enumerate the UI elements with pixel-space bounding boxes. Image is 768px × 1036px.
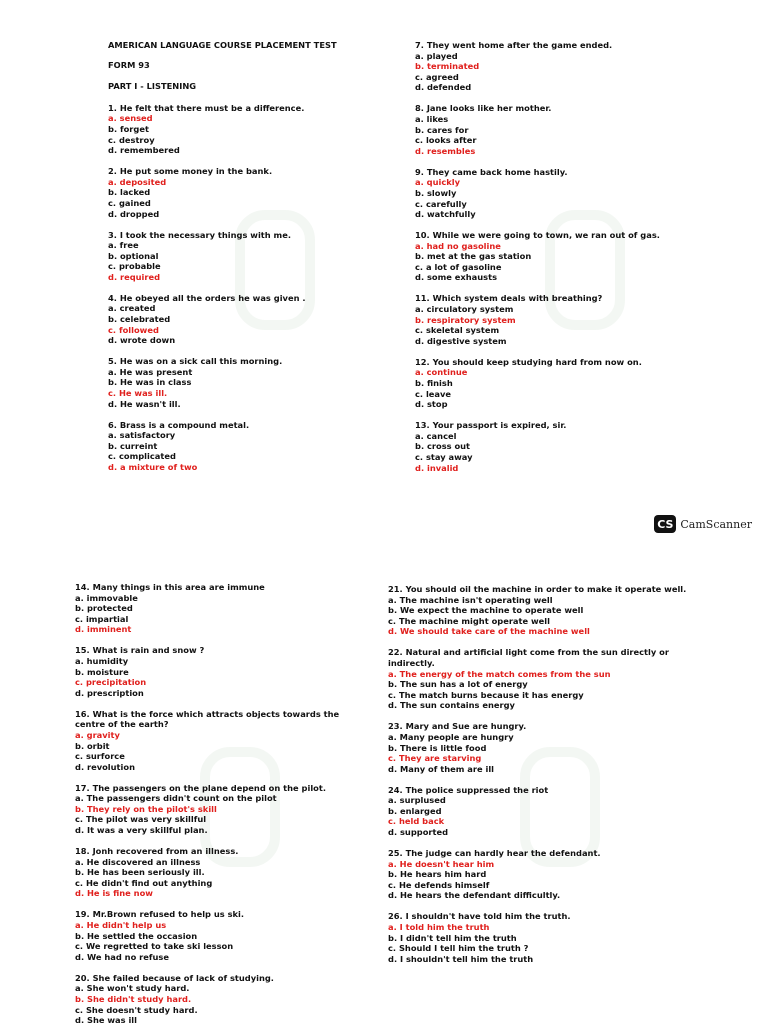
question-item (415, 230, 755, 283)
question-stem: 26. I shouldn't have told him the truth. (388, 911, 571, 922)
question-item (388, 911, 708, 964)
answer-option: c. The machine might operate well (388, 615, 550, 626)
answer-option: c. He didn't find out anything (75, 877, 213, 888)
answer-option: b. orbit (75, 740, 110, 751)
question-item (415, 357, 755, 410)
answer-option: a. cancel (415, 430, 457, 441)
answer-option: b. He has been seriously ill. (75, 867, 205, 878)
answer-option: a. He discovered an illness (75, 856, 201, 867)
answer-option: d. Many of them are ill (388, 763, 495, 774)
answer-option: d. He wasn't ill. (108, 398, 181, 409)
question-stem: 1. He felt that there must be a difference. (108, 102, 305, 113)
answer-option-correct: d. We should take care of the machine well (388, 626, 590, 637)
question-item (75, 909, 370, 962)
answer-option: a. She won't study hard. (75, 983, 190, 994)
test-title: AMERICAN LANGUAGE COURSE PLACEMENT TEST (108, 40, 337, 50)
answer-option: d. watchfully (415, 209, 476, 220)
question-stem: 4. He obeyed all the orders he was given . (108, 292, 306, 303)
answer-option: d. digestive system (415, 335, 507, 346)
answer-option: c. probable (108, 261, 161, 272)
question-stem: 7. They went home after the game ended. (415, 40, 613, 50)
answer-option: d. The sun contains energy (388, 700, 515, 711)
answer-option: a. likes (415, 113, 449, 124)
answer-option: b. He hears him hard (388, 869, 487, 880)
answer-option: d. We had no refuse (75, 951, 169, 962)
answer-option-correct: a. I told him the truth (388, 921, 490, 932)
question-stem: 6. Brass is a compound metal. (108, 419, 250, 430)
answer-option-correct: d. He is fine now (75, 888, 153, 899)
page1-right-column (415, 40, 755, 484)
question-stem: 8. Jane looks like her mother. (415, 103, 552, 114)
answer-option-correct: a. sensed (108, 113, 153, 124)
answer-option: b. lacked (108, 187, 151, 198)
answer-option-correct: c. He was ill. (108, 388, 168, 398)
scan-page-2 (0, 562, 768, 1024)
answer-option: b. The sun has a lot of energy (388, 679, 528, 690)
answer-option: d. revolution (75, 761, 135, 772)
answer-option: a. The passengers didn't count on the pilot (75, 793, 277, 804)
answer-option: b. protected (75, 603, 133, 614)
answer-option-correct: d. required (108, 271, 161, 282)
answer-option-correct: a. He doesn't hear him (388, 858, 495, 869)
question-stem: 14. Many things in this area are immune (75, 582, 265, 592)
answer-option: b. celebrated (108, 314, 171, 325)
answer-option: a. immovable (75, 592, 138, 603)
answer-option: a. Many people are hungry (388, 731, 514, 742)
answer-option: d. dropped (108, 208, 160, 219)
answer-option: a. played (415, 50, 458, 61)
answer-option: a. free (108, 240, 139, 251)
answer-option: a. humidity (75, 655, 129, 666)
answer-option-correct: d. a mixture of two (108, 461, 198, 472)
camscanner-name: CamScanner (680, 517, 752, 531)
answer-option-correct: a. deposited (108, 176, 167, 187)
answer-option: c. gained (108, 197, 151, 208)
question-item (108, 420, 398, 473)
answer-option-correct: c. followed (108, 324, 159, 335)
question-item (108, 293, 398, 346)
answer-option: c. leave (415, 388, 452, 399)
answer-option: d. He hears the defendant difficultly. (388, 890, 561, 901)
question-item (75, 783, 370, 836)
answer-option: d. She was ill (75, 1015, 137, 1026)
answer-option: d. some exhausts (415, 272, 498, 283)
question-item (388, 848, 708, 901)
question-stem: 24. The police suppressed the riot (388, 784, 549, 795)
answer-option: c. The pilot was very skillful (75, 814, 207, 825)
question-stem: 9. They came back home hastily. (415, 166, 568, 177)
question-stem: 15. What is rain and snow ? (75, 645, 205, 656)
question-item (415, 420, 755, 473)
question-stem: 12. You should keep studying hard from now on. (415, 356, 642, 367)
answer-option: c. a lot of gasoline (415, 261, 502, 272)
answer-option: b. He settled the occasion (75, 930, 198, 941)
question-item (388, 647, 708, 711)
answer-option: c. We regretted to take ski lesson (75, 941, 234, 952)
camscanner-watermark (654, 515, 752, 533)
question-stem: 20. She failed because of lack of studying. (75, 972, 274, 983)
answer-option: b. enlarged (388, 805, 442, 816)
answer-option-correct: b. They rely on the pilot's skill (75, 803, 217, 814)
answer-option: b. moisture (75, 666, 129, 677)
question-stem: 22. Natural and artificial light come from the sun directly or indirectly. (388, 647, 669, 668)
answer-option-correct: c. precipitation (75, 677, 147, 688)
answer-option: c. She doesn't study hard. (75, 1004, 198, 1015)
question-item (108, 356, 398, 409)
question-stem: 3. I took the necessary things with me. (108, 229, 291, 240)
answer-option: c. complicated (108, 451, 176, 462)
question-stem: 2. He put some money in the bank. (108, 166, 273, 177)
answer-option: b. optional (108, 250, 159, 261)
question-stem: 13. Your passport is expired, sir. (415, 420, 567, 431)
question-stem: 21. You should oil the machine in order to make it operate well. (388, 584, 687, 594)
answer-option: a. circulatory system (415, 304, 514, 315)
page2-right-column (388, 584, 708, 975)
answer-option-correct: a. continue (415, 367, 468, 378)
answer-option: c. He defends himself (388, 879, 490, 890)
question-item (75, 582, 370, 635)
question-stem: 17. The passengers on the plane depend on the pilot. (75, 782, 326, 793)
answer-option-correct: a. The energy of the match comes from the sun (388, 668, 611, 679)
answer-option: d. wrote down (108, 335, 176, 346)
question-item (75, 973, 370, 1026)
answer-option: c. surforce (75, 751, 125, 762)
answer-option: b. curreint (108, 440, 158, 451)
question-stem: 5. He was on a sick call this morning. (108, 356, 283, 367)
answer-option: b. met at the gas station (415, 251, 532, 262)
answer-option: b. forget (108, 123, 149, 134)
answer-option-correct: b. terminated (415, 61, 480, 72)
answer-option: d. I shouldn't tell him the truth (388, 953, 534, 964)
question-stem: 11. Which system deals with breathing? (415, 293, 603, 304)
question-stem: 18. Jonh recovered from an illness. (75, 846, 239, 857)
answer-option-correct: d. imminent (75, 624, 132, 635)
answer-option: a. surplused (388, 795, 446, 806)
question-stem: 23. Mary and Sue are hungry. (388, 721, 527, 732)
answer-option-correct: c. held back (388, 816, 445, 827)
question-stem: 16. What is the force which attracts objects towards the centre of the earth? (75, 708, 340, 730)
answer-option-correct: d. invalid (415, 462, 459, 473)
answer-option-correct: c. They are starving (388, 753, 482, 764)
page2-left-column (75, 582, 370, 1036)
answer-option-correct: a. quickly (415, 177, 461, 188)
question-stem: 19. Mr.Brown refused to help us ski. (75, 909, 245, 920)
question-stem: 25. The judge can hardly hear the defendant. (388, 848, 601, 859)
answer-option: d. remembered (108, 145, 180, 156)
camscanner-logo-icon: CS (654, 515, 676, 533)
part-heading: PART I - LISTENING (108, 81, 197, 92)
question-item (75, 709, 370, 773)
question-item (388, 584, 708, 637)
answer-option: b. I didn't tell him the truth (388, 932, 517, 943)
question-item (415, 293, 755, 346)
answer-option: d. supported (388, 827, 449, 838)
answer-option: c. Should I tell him the truth ? (388, 943, 529, 954)
answer-option: c. looks after (415, 135, 477, 146)
answer-option: d. It was a very skillful plan. (75, 825, 208, 836)
question-stem: 10. While we were going to town, we ran out of gas. (415, 230, 660, 241)
answer-option: b. finish (415, 377, 453, 388)
form-number: FORM 93 (108, 59, 150, 70)
answer-option: a. He was present (108, 366, 193, 377)
question-item (108, 230, 398, 283)
answer-option: d. stop (415, 399, 448, 410)
question-item (388, 785, 708, 838)
question-item (415, 40, 755, 93)
question-item (108, 103, 398, 156)
answer-option-correct: a. had no gasoline (415, 240, 501, 251)
answer-option: a. satisfactory (108, 430, 176, 441)
question-item (108, 166, 398, 219)
answer-option: b. We expect the machine to operate well (388, 605, 584, 616)
answer-option-correct: b. She didn't study hard. (75, 993, 192, 1004)
answer-option: c. skeletal system (415, 325, 500, 336)
answer-option: d. defended (415, 82, 472, 93)
answer-option: b. He was in class (108, 377, 192, 388)
answer-option-correct: b. respiratory system (415, 314, 516, 325)
answer-option: a. The machine isn't operating well (388, 594, 553, 605)
answer-option: a. created (108, 303, 156, 314)
question-item (75, 846, 370, 899)
answer-option: b. slowly (415, 187, 457, 198)
scan-page-1 (0, 0, 768, 510)
question-item (415, 167, 755, 220)
answer-option: c. stay away (415, 451, 473, 462)
question-item (415, 103, 755, 156)
answer-option: d. prescription (75, 687, 144, 698)
answer-option: c. carefully (415, 198, 467, 209)
answer-option: c. agreed (415, 71, 459, 82)
answer-option-correct: a. He didn't help us (75, 919, 167, 930)
answer-option-correct: d. resembles (415, 145, 476, 156)
page1-left-column (108, 40, 398, 483)
answer-option-correct: a. gravity (75, 729, 120, 740)
answer-option: c. The match burns because it has energy (388, 689, 584, 700)
answer-option: c. impartial (75, 613, 129, 624)
answer-option: b. cross out (415, 441, 471, 452)
answer-option: c. destroy (108, 134, 155, 145)
question-item (388, 721, 708, 774)
question-item (75, 645, 370, 698)
answer-option: b. cares for (415, 124, 469, 135)
answer-option: b. There is little food (388, 742, 487, 753)
